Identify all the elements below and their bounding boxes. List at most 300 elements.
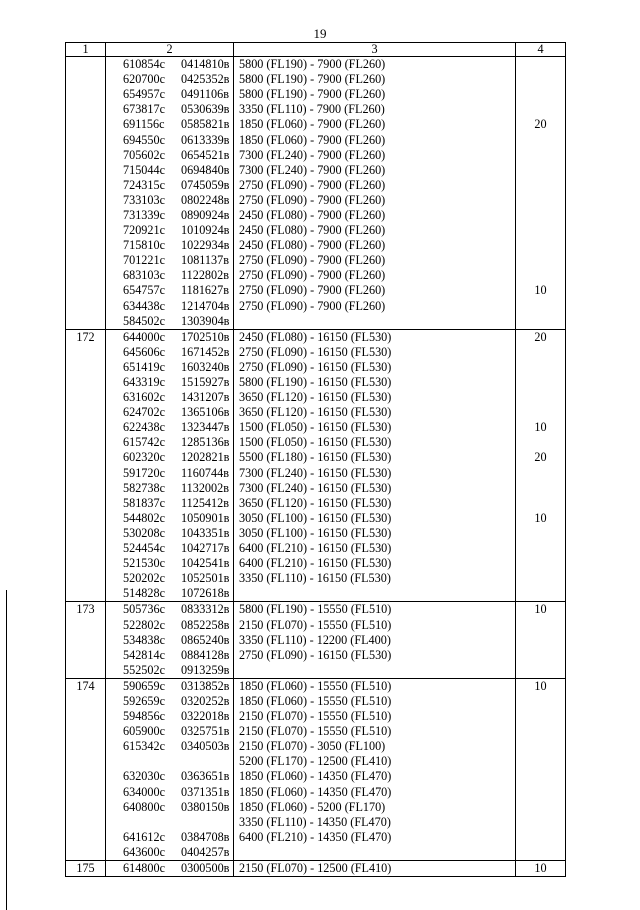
latitude: 632030с <box>123 769 165 784</box>
table-row <box>66 663 566 679</box>
altitude-range: 1850 (FL060) - 15550 (FL510) <box>234 694 516 709</box>
column-header-1: 1 <box>66 43 106 57</box>
latitude: 542814с <box>123 647 165 662</box>
value-cell <box>516 633 566 648</box>
value-cell: 10 <box>516 420 566 435</box>
latitude: 631602с <box>123 390 165 405</box>
value-cell: 20 <box>516 329 566 345</box>
value-cell <box>516 571 566 586</box>
altitude-range: 3350 (FL110) - 14350 (FL470) <box>234 815 516 830</box>
value-cell <box>516 57 566 73</box>
altitude-range: 1850 (FL060) - 7900 (FL260) <box>234 117 516 132</box>
latitude: 594856с <box>123 709 165 724</box>
latitude: 724315с <box>123 177 165 192</box>
altitude-range: 1500 (FL050) - 16150 (FL530) <box>234 435 516 450</box>
coordinate-cell <box>106 314 234 330</box>
altitude-range: 2150 (FL070) - 15550 (FL510) <box>234 709 516 724</box>
longitude: 0322018в <box>181 709 230 724</box>
table-row <box>66 329 566 345</box>
table-row <box>66 57 566 73</box>
longitude: 0414810в <box>181 57 230 72</box>
altitude-range: 2750 (FL090) - 7900 (FL260) <box>234 299 516 314</box>
value-cell <box>516 87 566 102</box>
coordinate-cell <box>106 450 234 465</box>
altitude-range: 2750 (FL090) - 16150 (FL530) <box>234 648 516 663</box>
table-row <box>66 72 566 87</box>
longitude: 0363651в <box>181 769 230 784</box>
coordinate-cell <box>106 345 234 360</box>
value-cell <box>516 496 566 511</box>
value-cell <box>516 435 566 450</box>
coordinate-cell <box>106 830 234 845</box>
latitude: 544802с <box>123 510 165 525</box>
table-row <box>66 739 566 754</box>
value-cell <box>516 223 566 238</box>
altitude-range <box>234 586 516 602</box>
table-body <box>66 57 566 877</box>
table-row <box>66 345 566 360</box>
value-cell <box>516 466 566 481</box>
table-row <box>66 541 566 556</box>
value-cell: 10 <box>516 860 566 876</box>
table-row <box>66 860 566 876</box>
altitude-range: 3050 (FL100) - 16150 (FL530) <box>234 511 516 526</box>
altitude-range: 5800 (FL190) - 7900 (FL260) <box>234 72 516 87</box>
section-number: 175 <box>66 860 106 876</box>
table-row <box>66 253 566 268</box>
altitude-range: 1850 (FL060) - 7900 (FL260) <box>234 132 516 147</box>
longitude: 1052501в <box>181 571 230 586</box>
coordinate-cell <box>106 390 234 405</box>
value-cell <box>516 102 566 117</box>
coordinate-cell <box>106 87 234 102</box>
value-cell <box>516 193 566 208</box>
coordinate-cell <box>106 586 234 602</box>
longitude: 1081137в <box>181 253 229 268</box>
table-row <box>66 633 566 648</box>
coordinate-cell <box>106 178 234 193</box>
table-row <box>66 785 566 800</box>
altitude-range: 5200 (FL170) - 12500 (FL410) <box>234 754 516 769</box>
latitude: 590659с <box>123 678 165 693</box>
longitude: 0913259в <box>181 662 230 677</box>
latitude: 643319с <box>123 375 165 390</box>
longitude: 0585821в <box>181 117 230 132</box>
latitude: 505736с <box>123 602 165 617</box>
latitude: 691156с <box>123 117 165 132</box>
altitude-range: 2150 (FL070) - 15550 (FL510) <box>234 724 516 739</box>
altitude-range: 6400 (FL210) - 16150 (FL530) <box>234 541 516 556</box>
latitude: 715044с <box>123 162 165 177</box>
coordinate-cell <box>106 724 234 739</box>
section-number <box>66 57 106 330</box>
latitude: 622438с <box>123 420 165 435</box>
latitude: 720921с <box>123 223 165 238</box>
longitude: 0491106в <box>181 87 229 102</box>
value-cell: 10 <box>516 511 566 526</box>
altitude-range <box>234 845 516 861</box>
table-row <box>66 450 566 465</box>
value-cell <box>516 830 566 845</box>
longitude: 0654521в <box>181 147 230 162</box>
table-row <box>66 556 566 571</box>
table-row <box>66 405 566 420</box>
altitude-range: 3650 (FL120) - 16150 (FL530) <box>234 496 516 511</box>
coordinate-cell <box>106 678 234 694</box>
table-row <box>66 617 566 632</box>
value-cell <box>516 178 566 193</box>
table-row <box>66 602 566 618</box>
altitude-range: 2150 (FL070) - 3050 (FL100) <box>234 739 516 754</box>
longitude: 0530639в <box>181 102 230 117</box>
longitude: 1181627в <box>181 283 229 298</box>
value-cell <box>516 617 566 632</box>
latitude: 651419с <box>123 359 165 374</box>
latitude: 614800с <box>123 861 165 876</box>
coordinate-cell <box>106 208 234 223</box>
value-cell <box>516 132 566 147</box>
coordinate-cell <box>106 496 234 511</box>
value-cell <box>516 815 566 830</box>
longitude: 0694840в <box>181 162 230 177</box>
longitude: 1285136в <box>181 435 230 450</box>
table-row <box>66 694 566 709</box>
latitude: 654757с <box>123 283 165 298</box>
altitude-range: 7300 (FL240) - 16150 (FL530) <box>234 466 516 481</box>
table-row <box>66 117 566 132</box>
coordinate-cell <box>106 556 234 571</box>
value-cell <box>516 481 566 496</box>
value-cell <box>516 739 566 754</box>
value-cell <box>516 314 566 330</box>
altitude-range: 2750 (FL090) - 16150 (FL530) <box>234 360 516 375</box>
column-header-4: 4 <box>516 43 566 57</box>
altitude-range: 2150 (FL070) - 15550 (FL510) <box>234 617 516 632</box>
value-cell <box>516 845 566 861</box>
table-row <box>66 586 566 602</box>
value-cell <box>516 345 566 360</box>
coordinate-cell <box>106 102 234 117</box>
coordinate-cell <box>106 694 234 709</box>
table-row <box>66 178 566 193</box>
value-cell <box>516 754 566 769</box>
table-row <box>66 132 566 147</box>
coordinate-cell <box>106 329 234 345</box>
latitude: 694550с <box>123 132 165 147</box>
latitude: 624702с <box>123 405 165 420</box>
longitude: 1042541в <box>181 556 230 571</box>
table-row <box>66 481 566 496</box>
altitude-range: 7300 (FL240) - 7900 (FL260) <box>234 163 516 178</box>
altitude-range: 1850 (FL060) - 5200 (FL170) <box>234 800 516 815</box>
altitude-range: 2450 (FL080) - 16150 (FL530) <box>234 329 516 345</box>
altitude-range: 7300 (FL240) - 16150 (FL530) <box>234 481 516 496</box>
latitude: 683103с <box>123 268 165 283</box>
longitude: 0865240в <box>181 632 230 647</box>
value-cell <box>516 208 566 223</box>
section-number: 173 <box>66 602 106 678</box>
longitude: 1214704в <box>181 298 230 313</box>
value-cell <box>516 268 566 283</box>
value-cell <box>516 648 566 663</box>
latitude: 615342с <box>123 739 165 754</box>
table-row <box>66 466 566 481</box>
latitude: 701221с <box>123 253 165 268</box>
longitude: 1303904в <box>181 313 230 328</box>
altitude-range: 3050 (FL100) - 16150 (FL530) <box>234 526 516 541</box>
latitude: 522802с <box>123 617 165 632</box>
altitude-range: 5800 (FL190) - 7900 (FL260) <box>234 87 516 102</box>
altitude-range: 2750 (FL090) - 7900 (FL260) <box>234 178 516 193</box>
value-cell <box>516 556 566 571</box>
latitude: 645606с <box>123 344 165 359</box>
table-row <box>66 754 566 769</box>
value-cell <box>516 526 566 541</box>
altitude-range <box>234 314 516 330</box>
altitude-range: 5500 (FL180) - 16150 (FL530) <box>234 450 516 465</box>
table-row <box>66 87 566 102</box>
altitude-range: 2750 (FL090) - 7900 (FL260) <box>234 268 516 283</box>
coordinate-cell <box>106 223 234 238</box>
table-row <box>66 709 566 724</box>
longitude: 1022934в <box>181 238 230 253</box>
value-cell <box>516 375 566 390</box>
latitude: 733103с <box>123 192 165 207</box>
table-row <box>66 648 566 663</box>
coordinate-cell <box>106 481 234 496</box>
table-row <box>66 496 566 511</box>
latitude: 640800с <box>123 799 165 814</box>
airspace-table <box>65 42 566 877</box>
table-row <box>66 724 566 739</box>
table-row <box>66 435 566 450</box>
longitude: 1702510в <box>181 329 230 344</box>
altitude-range: 5800 (FL190) - 7900 (FL260) <box>234 57 516 73</box>
coordinate-cell <box>106 420 234 435</box>
table-row <box>66 845 566 861</box>
table-row <box>66 375 566 390</box>
value-cell <box>516 253 566 268</box>
value-cell: 10 <box>516 283 566 298</box>
longitude: 0425352в <box>181 72 230 87</box>
coordinate-cell <box>106 602 234 618</box>
altitude-range: 6400 (FL210) - 16150 (FL530) <box>234 556 516 571</box>
value-cell <box>516 238 566 253</box>
latitude: 634000с <box>123 784 165 799</box>
value-cell <box>516 694 566 709</box>
latitude: 705602с <box>123 147 165 162</box>
altitude-range: 1850 (FL060) - 14350 (FL470) <box>234 769 516 784</box>
altitude-range: 2450 (FL080) - 7900 (FL260) <box>234 238 516 253</box>
table-row <box>66 800 566 815</box>
longitude: 1050901в <box>181 510 230 525</box>
coordinate-cell <box>106 739 234 754</box>
longitude: 0340503в <box>181 739 230 754</box>
latitude: 731339с <box>123 207 165 222</box>
longitude: 1072618в <box>181 586 230 601</box>
altitude-range: 5800 (FL190) - 16150 (FL530) <box>234 375 516 390</box>
latitude: 605900с <box>123 724 165 739</box>
altitude-range: 3350 (FL110) - 7900 (FL260) <box>234 102 516 117</box>
longitude: 1010924в <box>181 223 230 238</box>
table-row <box>66 148 566 163</box>
table-row <box>66 283 566 298</box>
coordinate-cell <box>106 163 234 178</box>
table-row <box>66 193 566 208</box>
longitude: 0320252в <box>181 693 230 708</box>
header-row <box>66 43 566 57</box>
section-number: 172 <box>66 329 106 602</box>
altitude-range: 2450 (FL080) - 7900 (FL260) <box>234 208 516 223</box>
latitude: 715810с <box>123 238 165 253</box>
coordinate-cell <box>106 785 234 800</box>
altitude-range: 3650 (FL120) - 16150 (FL530) <box>234 390 516 405</box>
table-row <box>66 815 566 830</box>
longitude: 0884128в <box>181 647 230 662</box>
coordinate-cell <box>106 815 234 830</box>
latitude: 520202с <box>123 571 165 586</box>
coordinate-cell <box>106 375 234 390</box>
altitude-range: 3350 (FL110) - 12200 (FL400) <box>234 633 516 648</box>
value-cell <box>516 360 566 375</box>
latitude: 634438с <box>123 298 165 313</box>
coordinate-cell <box>106 754 234 769</box>
latitude: 581837с <box>123 495 165 510</box>
table-row <box>66 420 566 435</box>
longitude: 1160744в <box>181 465 229 480</box>
altitude-range: 2750 (FL090) - 7900 (FL260) <box>234 253 516 268</box>
table-row <box>66 163 566 178</box>
coordinate-cell <box>106 663 234 679</box>
latitude: 582738с <box>123 480 165 495</box>
latitude: 591720с <box>123 465 165 480</box>
margin-line <box>6 590 7 910</box>
altitude-range: 2750 (FL090) - 7900 (FL260) <box>234 193 516 208</box>
coordinate-cell <box>106 405 234 420</box>
table-row <box>66 526 566 541</box>
longitude: 0380150в <box>181 799 230 814</box>
table-row <box>66 390 566 405</box>
coordinate-cell <box>106 769 234 784</box>
longitude: 0833312в <box>181 602 230 617</box>
coordinate-cell <box>106 860 234 876</box>
value-cell <box>516 148 566 163</box>
table-row <box>66 208 566 223</box>
altitude-range: 1500 (FL050) - 16150 (FL530) <box>234 420 516 435</box>
latitude: 514828с <box>123 586 165 601</box>
latitude: 530208с <box>123 525 165 540</box>
altitude-range: 1850 (FL060) - 15550 (FL510) <box>234 678 516 694</box>
longitude: 0325751в <box>181 724 230 739</box>
longitude: 1042717в <box>181 541 230 556</box>
coordinate-cell <box>106 845 234 861</box>
table-row <box>66 571 566 586</box>
table-row <box>66 102 566 117</box>
table-row <box>66 268 566 283</box>
altitude-range: 2750 (FL090) - 7900 (FL260) <box>234 283 516 298</box>
latitude: 592659с <box>123 693 165 708</box>
value-cell <box>516 769 566 784</box>
latitude: 602320с <box>123 450 165 465</box>
section-number: 174 <box>66 678 106 860</box>
value-cell <box>516 299 566 314</box>
coordinate-cell <box>106 299 234 314</box>
value-cell <box>516 785 566 800</box>
longitude: 0313852в <box>181 678 230 693</box>
table-row <box>66 223 566 238</box>
value-cell <box>516 163 566 178</box>
value-cell <box>516 405 566 420</box>
coordinate-cell <box>106 617 234 632</box>
coordinate-cell <box>106 193 234 208</box>
latitude: 552502с <box>123 662 165 677</box>
column-header-3: 3 <box>234 43 516 57</box>
longitude: 1671452в <box>181 344 230 359</box>
value-cell <box>516 724 566 739</box>
longitude: 0404257в <box>181 844 230 859</box>
coordinate-cell <box>106 466 234 481</box>
altitude-range <box>234 663 516 679</box>
table-row <box>66 830 566 845</box>
longitude: 1043351в <box>181 525 230 540</box>
altitude-range: 3650 (FL120) - 16150 (FL530) <box>234 405 516 420</box>
value-cell <box>516 541 566 556</box>
longitude: 1515927в <box>181 375 230 390</box>
table-row <box>66 678 566 694</box>
latitude: 521530с <box>123 556 165 571</box>
latitude: 584502с <box>123 313 165 328</box>
coordinate-cell <box>106 633 234 648</box>
latitude: 615742с <box>123 435 165 450</box>
longitude: 0384708в <box>181 829 230 844</box>
longitude: 1603240в <box>181 359 230 374</box>
page-number: 19 <box>313 26 327 41</box>
latitude: 534838с <box>123 632 165 647</box>
value-cell: 20 <box>516 117 566 132</box>
longitude: 1125412в <box>181 495 229 510</box>
coordinate-cell <box>106 117 234 132</box>
latitude: 620700с <box>123 72 165 87</box>
coordinate-cell <box>106 132 234 147</box>
altitude-range: 2150 (FL070) - 12500 (FL410) <box>234 860 516 876</box>
altitude-range: 2450 (FL080) - 7900 (FL260) <box>234 223 516 238</box>
coordinate-cell <box>106 57 234 73</box>
longitude: 1132002в <box>181 480 229 495</box>
latitude: 644000с <box>123 329 165 344</box>
latitude: 610854с <box>123 57 165 72</box>
altitude-range: 3350 (FL110) - 16150 (FL530) <box>234 571 516 586</box>
latitude: 654957с <box>123 87 165 102</box>
latitude: 524454с <box>123 541 165 556</box>
altitude-range: 1850 (FL060) - 14350 (FL470) <box>234 785 516 800</box>
longitude: 0745059в <box>181 177 230 192</box>
longitude: 1202821в <box>181 450 230 465</box>
value-cell <box>516 663 566 679</box>
altitude-range: 7300 (FL240) - 7900 (FL260) <box>234 148 516 163</box>
coordinate-cell <box>106 511 234 526</box>
value-cell: 10 <box>516 602 566 618</box>
coordinate-cell <box>106 148 234 163</box>
coordinate-cell <box>106 283 234 298</box>
coordinate-cell <box>106 268 234 283</box>
coordinate-cell <box>106 360 234 375</box>
value-cell <box>516 800 566 815</box>
value-cell <box>516 390 566 405</box>
column-header-2: 2 <box>106 43 234 57</box>
table-row <box>66 314 566 330</box>
longitude: 0852258в <box>181 617 230 632</box>
value-cell: 10 <box>516 678 566 694</box>
